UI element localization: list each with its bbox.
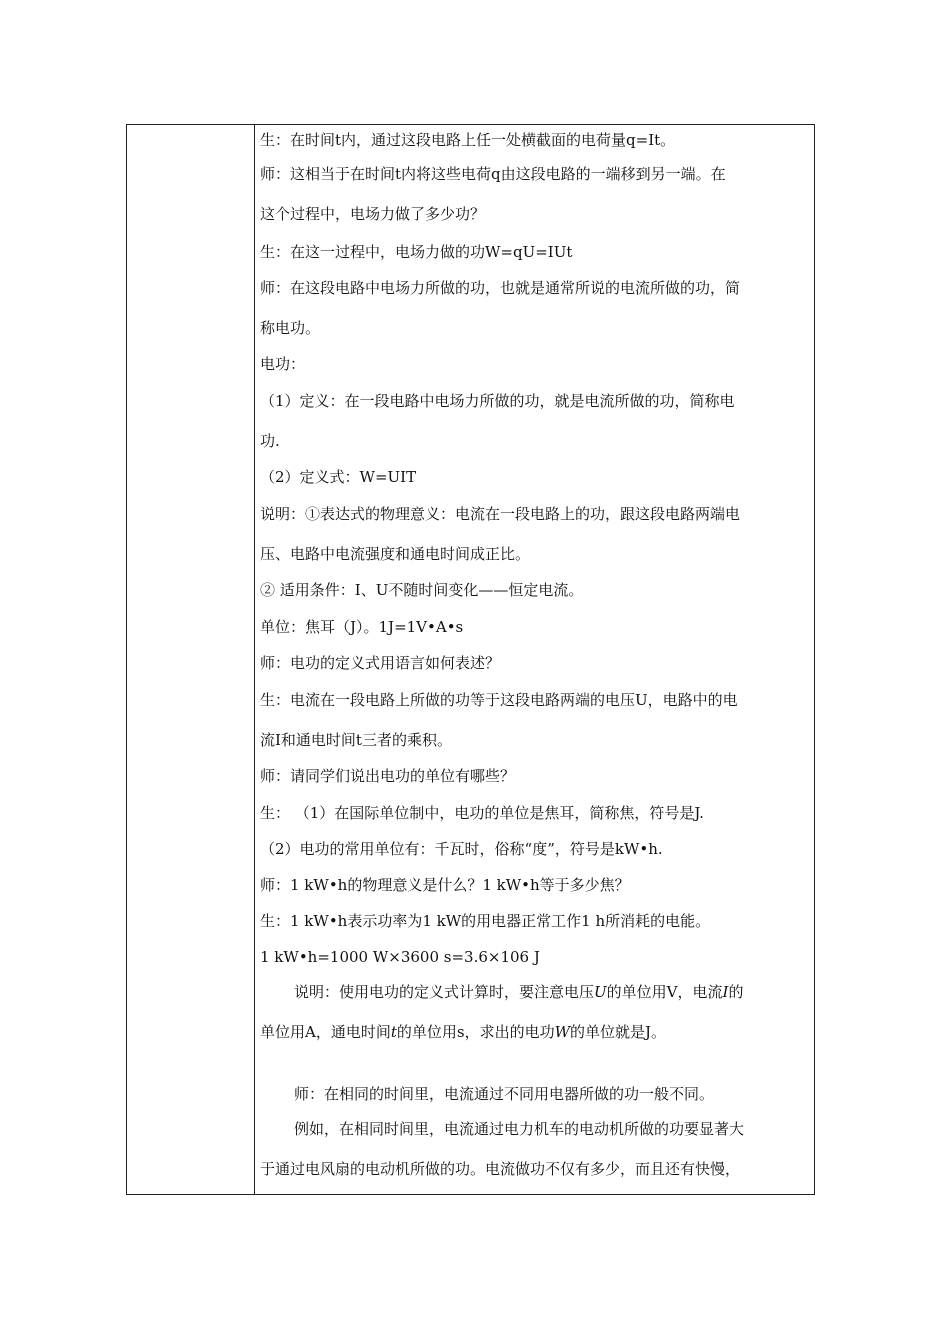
text-line: 称电功。	[260, 319, 321, 337]
symbol-i: I	[722, 983, 729, 1001]
text-line: 师：这相当于在时间t内将这些电荷q由这段电路的一端移到另一端。在	[260, 165, 726, 183]
text-line: 压、电路中电流强度和通电时间成正比。	[260, 545, 531, 563]
text-line: 单位：焦耳（J）。1J=1V•A•s	[260, 618, 464, 636]
text-line: 于通过电风扇的电动机所做的功。电流做功不仅有多少，而且还有快慢，	[260, 1160, 741, 1178]
text-line: 1 kW•h=1000 W×3600 s=3.6×106 J	[260, 948, 540, 966]
note-text: 的单位就是J。	[570, 1023, 667, 1041]
symbol-w: W	[554, 1023, 570, 1041]
text-line: 功.	[260, 432, 280, 450]
text-line: 例如，在相同时间里，电流通过电力机车的电动机所做的功要显著大	[294, 1120, 745, 1138]
text-line: 师：1 kW•h的物理意义是什么？1 kW•h等于多少焦？	[260, 876, 630, 894]
note-line	[294, 982, 743, 1002]
text-line: （1）定义：在一段电路中电场力所做的功，就是电流所做的功，简称电	[260, 392, 735, 410]
note-text: 的	[728, 983, 744, 1001]
symbol-u: U	[594, 983, 607, 1001]
text-line: 师：在相同的时间里，电流通过不同用电器所做的功一般不同。	[294, 1085, 715, 1103]
note-text: 说明：使用电功的定义式计算时，要注意电压	[294, 983, 595, 1001]
text-line: 生：1 kW•h表示功率为1 kW的用电器正常工作1 h所消耗的电能。	[260, 912, 711, 930]
note-text: 的单位用s，求出的电功	[396, 1023, 555, 1041]
text-line: 流I和通电时间t三者的乘积。	[260, 731, 452, 749]
text-line: 生：在时间t内，通过这段电路上任一处横截面的电荷量q=It。	[260, 131, 676, 149]
text-line: 这个过程中，电场力做了多少功？	[260, 205, 486, 223]
note-line	[260, 1022, 666, 1042]
text-line: 师：请同学们说出电功的单位有哪些？	[260, 767, 516, 785]
text-line: （2）定义式：W=UIT	[260, 468, 417, 486]
column-divider	[254, 125, 255, 1194]
note-text: 的单位用V，电流	[606, 983, 723, 1001]
text-line: 师：电功的定义式用语言如何表述？	[260, 654, 501, 672]
symbol-t: t	[390, 1023, 397, 1041]
text-line: 说明：①表达式的物理意义：电流在一段电路上的功，跟这段电路两端电	[260, 505, 741, 523]
lesson-table	[126, 124, 815, 1195]
text-line: 生： （1）在国际单位制中，电功的单位是焦耳，简称焦，符号是J.	[260, 804, 704, 822]
text-line: （2）电功的常用单位有：千瓦时，俗称“度”，符号是kW•h.	[260, 840, 663, 858]
text-line: ② 适用条件：I、U不随时间变化——恒定电流。	[260, 581, 584, 599]
note-text: 单位用A，通电时间	[260, 1023, 391, 1041]
text-line: 生：在这一过程中，电场力做的功W=qU=IUt	[260, 243, 573, 261]
text-line: 师：在这段电路中电场力所做的功，也就是通常所说的电流所做的功，简	[260, 279, 741, 297]
text-line: 电功：	[260, 355, 306, 373]
text-line: 生：电流在一段电路上所做的功等于这段电路两端的电压U，电路中的电	[260, 691, 738, 709]
